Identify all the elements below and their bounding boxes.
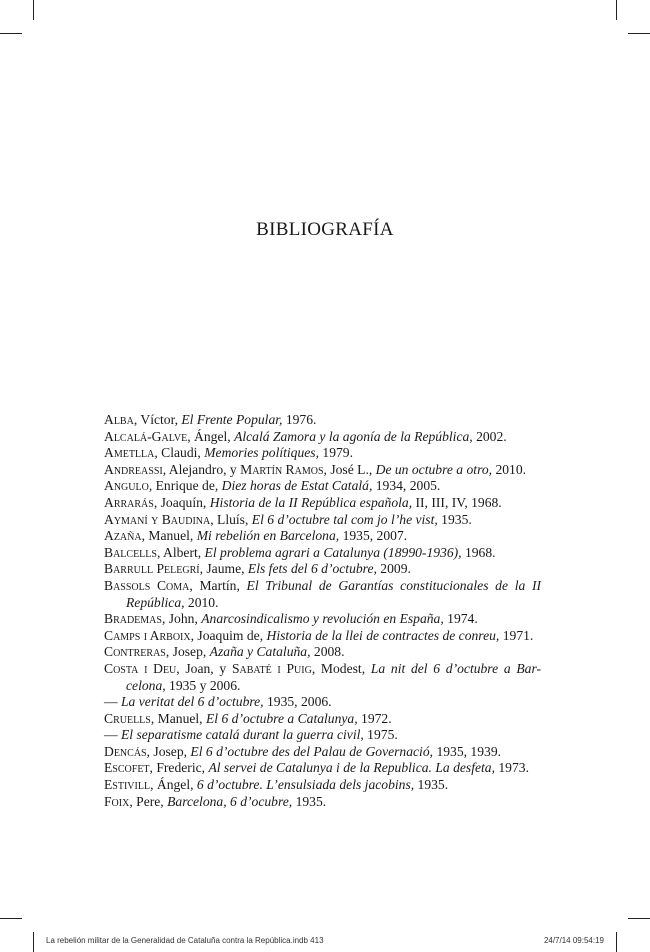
crop-mark — [628, 918, 650, 919]
entry-title: Barcelona, 6 d’ocubre, — [167, 793, 293, 809]
bibliography-entry — [104, 744, 541, 761]
entry-title: De un octubre a otro, — [375, 461, 493, 477]
bibliography-entry — [104, 528, 541, 545]
entry-title: Historia de la llei de contractes de conreu, — [266, 627, 500, 643]
entry-author: Contreras — [104, 644, 166, 660]
entry-title: El separatisme catalá durant la guerra civil, — [121, 727, 364, 743]
entry-details: 1935, 1939. — [433, 743, 502, 759]
entry-author: Alcalá-Galve — [104, 428, 188, 444]
entry-details: 1972. — [357, 710, 392, 726]
entry-details: 2010. — [492, 461, 527, 477]
bibliography-entry — [104, 478, 541, 495]
footer-timestamp: 24/7/14 09:54:19 — [543, 936, 604, 945]
bibliography-entry — [104, 561, 541, 578]
bibliography-entry — [104, 644, 541, 661]
entry-author: Foix — [104, 793, 130, 809]
footer-file-info: La rebelión militar de la Generalidad de Cataluña contra la República.indb 413 — [46, 936, 324, 945]
entry-author-detail: , Víctor, — [133, 412, 182, 427]
entry-author: Brademas — [104, 611, 162, 627]
bibliography-entry — [104, 777, 541, 794]
entry-author-detail: , Ángel, — [150, 777, 197, 793]
entry-details: 1935. — [437, 511, 472, 527]
entry-title: El 6 d’octubre tal com jo l’he vist, — [251, 511, 438, 527]
bibliography-entry — [104, 611, 541, 628]
entry-author-detail: , Albert, — [156, 544, 205, 560]
bibliography-entry — [104, 512, 541, 529]
bibliography-entry — [104, 661, 541, 694]
entry-title: Mi rebelión en Barcelona, — [196, 528, 340, 544]
crop-mark — [628, 33, 650, 34]
entry-author: Dencás — [104, 743, 147, 759]
entry-details: 2009. — [376, 561, 411, 577]
entry-details: 1973. — [494, 760, 529, 776]
entry-author: Andreassi — [104, 461, 163, 477]
entry-details: 1975. — [363, 727, 398, 743]
entry-author-detail: , Manuel, — [141, 528, 197, 544]
crop-mark — [33, 932, 34, 952]
entry-coauthor: Martín Ramos — [240, 461, 324, 477]
entry-dash: — — [104, 727, 121, 743]
entry-title: 6 d’octubre. L’ensulsiada dels jacobins, — [196, 777, 415, 793]
entry-author-detail: , Frederic, — [149, 760, 209, 776]
entry-author: Estivill — [104, 777, 151, 793]
entry-author: Cruells — [104, 710, 151, 726]
entry-details: 1935 y 2006. — [165, 677, 241, 693]
entry-author-detail: , Josep, — [146, 743, 191, 759]
entry-details: 1935. — [292, 793, 327, 809]
bibliography-entry — [104, 760, 541, 777]
entry-author-detail: , Pere, — [129, 793, 168, 809]
page-title: BIBLIOGRAFÍA — [256, 219, 394, 240]
entry-author: Escofet — [104, 760, 150, 776]
entry-author-detail: , Martín, — [189, 577, 247, 593]
entry-details: 1935, 2006. — [263, 694, 332, 710]
entry-author: Balcells — [104, 544, 157, 560]
entry-title: La veritat del 6 d’octubre, — [121, 694, 264, 710]
entry-title: Memories polítiques, — [204, 445, 319, 461]
entry-author: Camps i Arboix — [104, 627, 191, 643]
entry-author: Costa i Deu — [104, 660, 177, 676]
entry-author-detail: , Alejandro, y — [162, 461, 241, 477]
entry-details: 1934, 2005. — [372, 478, 441, 494]
entry-details: 2002. — [472, 428, 507, 444]
entry-author: Ametlla — [104, 445, 155, 461]
entry-author-detail: , Joaquim de, — [190, 627, 267, 643]
entry-author-detail: , Jaume, — [199, 561, 248, 577]
bibliography-entry — [104, 711, 541, 728]
entry-author: Arrarás — [104, 494, 154, 510]
entry-author-detail: , Joaquín, — [153, 494, 210, 510]
entry-author-detail: , Lluís, — [210, 511, 252, 527]
bibliography-entry — [104, 628, 541, 645]
crop-mark — [33, 0, 34, 20]
entry-details: 1976. — [282, 412, 317, 427]
bibliography-entry — [104, 578, 541, 611]
entry-author: Aymaní y Baudina — [104, 511, 211, 527]
entry-details: 1974. — [443, 611, 478, 627]
entry-coauthor: Sabaté i Puig — [231, 660, 312, 676]
bibliography-entry — [104, 429, 541, 446]
entry-coauthor-detail: , José L., — [323, 461, 376, 477]
bibliography-entry — [104, 495, 541, 512]
crop-mark — [0, 918, 22, 919]
crop-mark — [616, 932, 617, 952]
entry-title: Alcalá Zamora y la agonía de la República, — [234, 428, 473, 444]
entry-author: Bassols Coma — [104, 577, 190, 593]
entry-author-detail: , Ángel, — [187, 428, 235, 444]
bibliography-entry — [104, 694, 541, 711]
entry-details: 1968. — [461, 544, 496, 560]
bibliography-list — [104, 412, 541, 810]
entry-author: Angulo — [104, 478, 149, 494]
entry-details: II, III, IV, 1968. — [412, 494, 502, 510]
entry-details: 1971. — [499, 627, 534, 643]
entry-title: Azaña y Cataluña, — [209, 644, 311, 660]
bibliography-entry — [104, 445, 541, 462]
entry-title: Al servei de Catalunya i de la Republica. La desfeta, — [208, 760, 495, 776]
entry-author-detail: , Manuel, — [150, 710, 206, 726]
entry-details: 1979. — [319, 445, 353, 461]
entry-coauthor-detail: , Modest, — [311, 660, 371, 676]
entry-title: El 6 d’octubre des del Palau de Governació, — [190, 743, 434, 759]
entry-title: Historia de la II República española, — [209, 494, 413, 510]
entry-author-detail: , Joan, y — [176, 660, 232, 676]
entry-title: Diez horas de Estat Catalá, — [221, 478, 373, 494]
print-footer — [46, 936, 604, 948]
entry-author-detail: , John, — [161, 611, 202, 627]
entry-author-detail: , Josep, — [165, 644, 210, 660]
entry-author: Alba — [104, 412, 134, 427]
entry-title: El Tribunal de Garantías constitucionales de la II República, — [126, 577, 541, 610]
bibliography-entry — [104, 462, 541, 479]
entry-author-detail: , Claudi, — [154, 445, 205, 461]
entry-title: La nit del 6 d’octubre a Bar-celona, — [126, 660, 541, 693]
entry-dash: — — [104, 694, 121, 710]
bibliography-entry — [104, 412, 541, 429]
entry-title: Els fets del 6 d’octubre, — [247, 561, 377, 577]
entry-details: 2010. — [184, 594, 219, 610]
crop-mark — [616, 0, 617, 20]
entry-title: El problema agrari a Catalunya (18990-1936), — [204, 544, 462, 560]
entry-title: El 6 d’octubre a Catalunya, — [205, 710, 358, 726]
entry-details: 1935, 2007. — [339, 528, 408, 544]
bibliography-entry — [104, 545, 541, 562]
bibliography-entry — [104, 794, 541, 811]
entry-title: El Frente Popular, — [181, 412, 283, 427]
entry-details: 2008. — [310, 644, 345, 660]
entry-author: Barrull Pelegrí — [104, 561, 200, 577]
entry-title: Anarcosindicalismo y revolución en España, — [201, 611, 444, 627]
entry-details: 1935. — [414, 777, 449, 793]
crop-mark — [0, 33, 22, 34]
bibliography-entry — [104, 727, 541, 744]
entry-author: Azaña — [104, 528, 142, 544]
entry-author-detail: , Enrique de, — [148, 478, 222, 494]
